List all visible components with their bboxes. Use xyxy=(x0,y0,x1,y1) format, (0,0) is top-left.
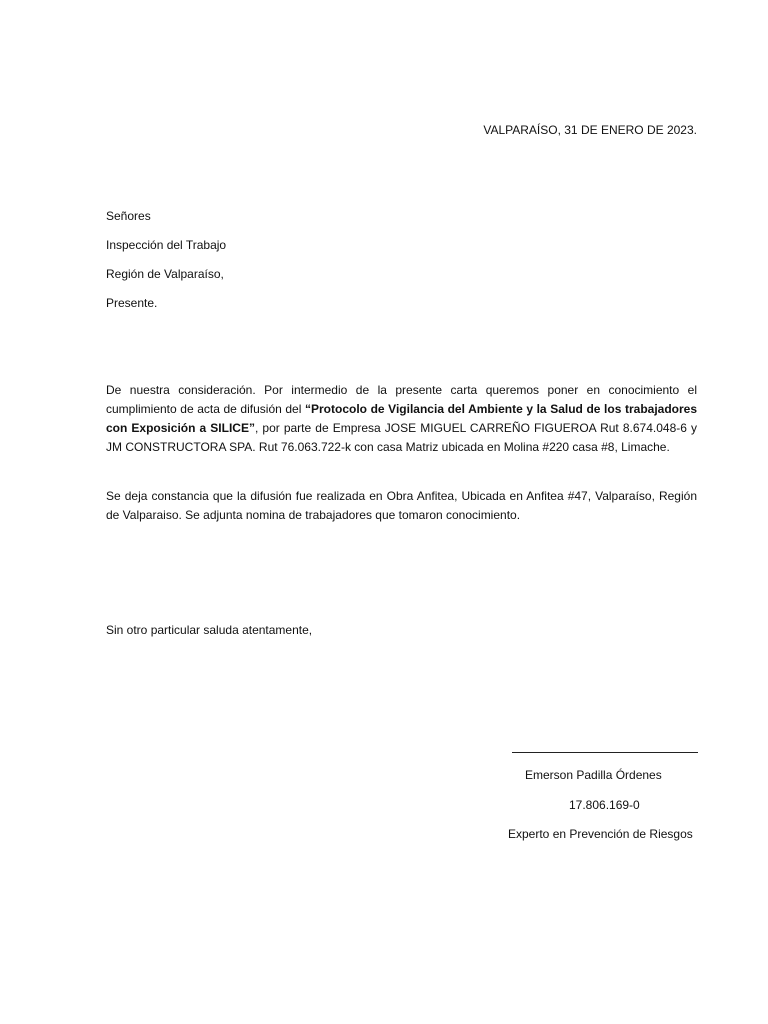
body-paragraph-1 xyxy=(106,381,697,457)
body-paragraph-1-start: De nuestra consideración. Por intermedio de la presente carta queremos poner en conocimiento el cumplimiento de acta de difusión del xyxy=(106,383,697,416)
signature-line xyxy=(512,752,698,753)
letter-date: VALPARAÍSO, 31 DE ENERO DE 2023. xyxy=(483,123,697,137)
signature-title: Experto en Prevención de Riesgos xyxy=(508,827,693,841)
protocol-title: “Protocolo de Vigilancia del Ambiente y la Salud de los trabajadores con Exposición a SILICE” xyxy=(106,402,698,435)
body-paragraph-1-end: , por parte de Empresa JOSE MIGUEL CARREÑO FIGUEROA Rut 8.674.048-6 y JM CONSTRUCTORA SPA. Rut 76.063.722-k con casa Matriz ubicada en Molina #220 casa #8, Limache. xyxy=(106,421,697,454)
closing-line: Sin otro particular saluda atentamente, xyxy=(106,623,313,637)
signature-name: Emerson Padilla Órdenes xyxy=(525,768,662,782)
recipient-salutation: Señores xyxy=(106,209,151,223)
recipient-organization: Inspección del Trabajo xyxy=(106,238,227,252)
body-paragraph-2: Se deja constancia que la difusión fue realizada en Obra Anfitea, Ubicada en Anfitea #47, Valparaíso, Región de Valparaiso. Se adjunta nomina de trabajadores que tomaron conocimiento. xyxy=(106,489,697,522)
signature-rut: 17.806.169-0 xyxy=(569,798,640,812)
recipient-presente: Presente. xyxy=(106,296,158,310)
recipient-region: Región de Valparaíso, xyxy=(106,267,224,281)
